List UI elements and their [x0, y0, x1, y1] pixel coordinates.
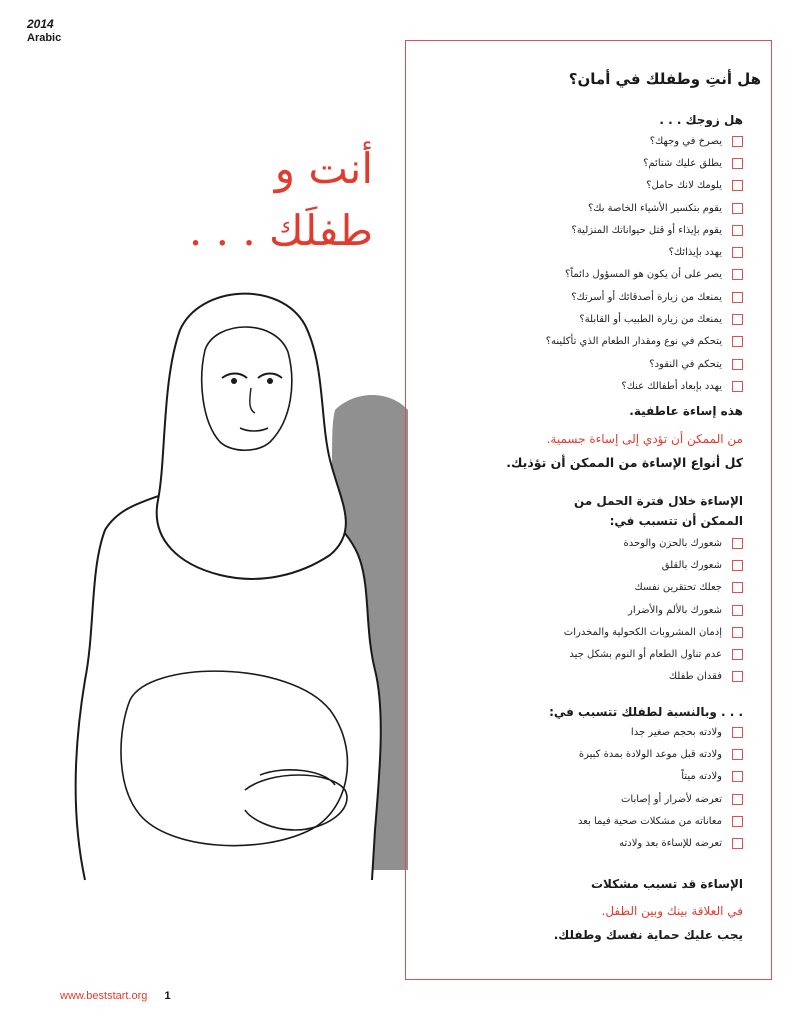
checkbox[interactable]: [732, 771, 743, 782]
list-item: شعورك بالحزن والوحدة: [453, 532, 743, 554]
checkbox[interactable]: [732, 269, 743, 280]
list-item: يتحكم في النقود؟: [453, 353, 743, 375]
checkbox[interactable]: [732, 359, 743, 370]
checkbox[interactable]: [732, 816, 743, 827]
list-item: شعورك بالقلق: [453, 554, 743, 576]
checkbox[interactable]: [732, 794, 743, 805]
list-item: تعرضه للإساءة بعد ولادته: [453, 832, 743, 854]
checkbox[interactable]: [732, 671, 743, 682]
headline: [189, 138, 373, 262]
list-item: جعلك تحتقرين نفسك: [453, 577, 743, 599]
list-item: شعورك بالألم والأضرار: [453, 599, 743, 621]
list-item: يمنعك من زيارة الطبيب أو القابلة؟: [453, 308, 743, 330]
baby-effects-list: [453, 721, 743, 855]
checkbox[interactable]: [732, 605, 743, 616]
checkbox[interactable]: [732, 180, 743, 191]
list-item: يصرخ في وجهك؟: [453, 130, 743, 152]
list-item: يقوم بإيذاء أو قتل حيواناتك المنزلية؟: [453, 219, 743, 241]
list-item: يهدد بإبعاد أطفالك عنك؟: [453, 375, 743, 397]
pregnancy-section-title-1: الإساءة خلال فترة الحمل من: [573, 494, 743, 508]
pregnancy-effects-list: [453, 532, 743, 688]
list-item: ولادته ميتاً: [453, 766, 743, 788]
emotional-abuse-line: هذه إساءة عاطفية.: [629, 404, 743, 418]
checkbox[interactable]: [732, 136, 743, 147]
checkbox[interactable]: [732, 649, 743, 660]
checkbox[interactable]: [732, 381, 743, 392]
checkbox[interactable]: [732, 336, 743, 347]
closing-line-2: في العلاقة بينك وبين الطفل.: [601, 904, 743, 918]
document-meta: [27, 17, 61, 45]
list-item: يقوم بتكسير الأشياء الخاصة بك؟: [453, 197, 743, 219]
checkbox[interactable]: [732, 727, 743, 738]
list-item: ولادته بحجم صغير جدا: [453, 721, 743, 743]
headline-line-2: طفلَك . . .: [188, 206, 373, 255]
harm-line: كل أنواع الإساءة من الممكن أن تؤذيك.: [506, 455, 743, 470]
list-item: ولادته قبل موعد الولادة بمدة كبيرة: [453, 743, 743, 765]
checkbox[interactable]: [732, 247, 743, 258]
checkbox[interactable]: [732, 538, 743, 549]
checkbox[interactable]: [732, 582, 743, 593]
closing-line-1: الإساءة قد تسبب مشكلات: [590, 877, 743, 891]
baby-section-title: . . . وبالنسبة لطفلك تتسبب في:: [549, 705, 743, 719]
headline-line-1: أنت و: [274, 144, 373, 193]
year-label: 2014: [27, 17, 54, 31]
checkbox[interactable]: [732, 203, 743, 214]
partner-section-title: هل زوجك . . .: [659, 113, 743, 127]
website-link[interactable]: www.beststart.org: [60, 990, 148, 1002]
list-item: إدمان المشروبات الكحولية والمخدرات: [453, 621, 743, 643]
list-item: معاناته من مشكلات صحية فيما بعد: [453, 810, 743, 832]
face: [202, 327, 292, 450]
list-item: يلومك لانك حامل؟: [453, 175, 743, 197]
list-item: يطلق عليك شتائم؟: [453, 152, 743, 174]
pregnancy-section-title-2: الممكن أن تتسبب في:: [609, 514, 743, 528]
checkbox[interactable]: [732, 292, 743, 303]
checkbox[interactable]: [732, 838, 743, 849]
page-number: 1: [164, 990, 171, 1002]
checkbox[interactable]: [732, 749, 743, 760]
partner-behaviour-list: [453, 130, 743, 398]
checkbox[interactable]: [732, 158, 743, 169]
checkbox[interactable]: [732, 225, 743, 236]
page-footer: [60, 990, 171, 1002]
list-item: عدم تناول الطعام أو النوم بشكل جيد: [453, 643, 743, 665]
checkbox[interactable]: [732, 560, 743, 571]
list-item: يمنعك من زيارة أصدقائك أو أسرتك؟: [453, 286, 743, 308]
list-item: يهدد بإيذائك؟: [453, 241, 743, 263]
language-label: Arabic: [27, 32, 62, 44]
list-item: فقدان طفلك: [453, 666, 743, 688]
panel-title: هل أنتِ وطفلك في أمان؟: [568, 70, 761, 88]
checkbox[interactable]: [732, 627, 743, 638]
closing-line-3: يجب عليك حماية نفسك وطفلك.: [553, 928, 743, 942]
physical-abuse-line: من الممكن أن تؤدي إلى إساءة جسمية.: [546, 432, 743, 446]
list-item: يتحكم في نوع ومقدار الطعام الذي تأكلينه؟: [453, 331, 743, 353]
list-item: تعرضه لأضرار أو إصابات: [453, 788, 743, 810]
list-item: يصر على أن يكون هو المسؤول دائماً؟: [453, 264, 743, 286]
checkbox[interactable]: [732, 314, 743, 325]
